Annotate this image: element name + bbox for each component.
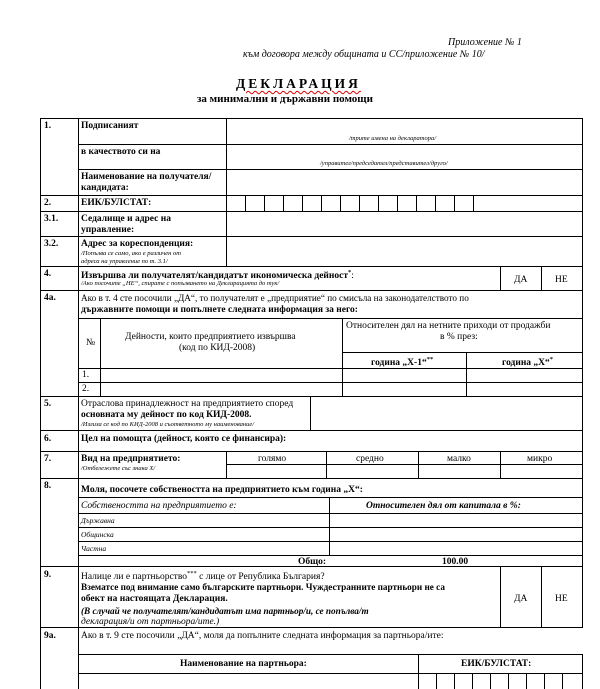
aid-purpose-label: Цел на помощта (дейност, която се финансира): xyxy=(81,434,287,444)
activity-no-option[interactable]: НЕ xyxy=(555,275,568,285)
eik-input-boxes[interactable] xyxy=(227,196,473,210)
recipient-field[interactable] xyxy=(228,171,580,193)
partner-info-intro: Ако в т. 9 сте посочили „ДА“, моля да попълните следната информация за партньора/ите: xyxy=(81,631,444,641)
ownership-total-value: 100.00 xyxy=(442,557,469,567)
partnership-note-line-2: обект на настоящата Декларация. xyxy=(81,594,228,604)
attachment-line-2: към договора между общината и СС/приложение № 10/ xyxy=(243,49,485,60)
partner-name-field[interactable] xyxy=(79,674,417,688)
section-4a-number: 4а. xyxy=(44,293,56,303)
type-large-option[interactable]: голямо xyxy=(258,454,287,464)
correspondence-hint-1: /Попълва се само, ако е различен от xyxy=(81,250,181,257)
type-micro-option[interactable]: микро xyxy=(527,454,553,464)
signatory-hint: /трите имена на декларатора/ xyxy=(349,135,437,142)
private-share-field[interactable] xyxy=(331,543,580,554)
section-7-number: 7. xyxy=(44,454,52,464)
ownership-state-row: Държавна xyxy=(81,516,115,525)
year-x-header: година „Х“* xyxy=(502,356,554,369)
enterprise-type-hint: /Отбележете със знака Х/ xyxy=(81,465,156,472)
correspondence-label: Адрес за кореспонденция: xyxy=(81,239,194,249)
municipal-share-field[interactable] xyxy=(331,529,580,540)
activity-row-1-field[interactable] xyxy=(101,369,341,381)
partnership-yes-option[interactable]: ДА xyxy=(514,594,528,604)
signatory-field[interactable] xyxy=(228,120,580,134)
activity-row-1-number: 1. xyxy=(82,370,90,380)
state-share-field[interactable] xyxy=(331,515,580,526)
sector-hint: /Излиза се код по КИД-2008 и съответното му наименование/ xyxy=(81,421,255,428)
ownership-intro: Моля, посочете собствеността на предприятието към година „Х“: xyxy=(81,485,363,495)
year-x-minus-1-header: година „Х-1“** xyxy=(371,356,434,369)
section-8-number: 8. xyxy=(44,481,52,491)
partner-name-header: Наименование на партньора: xyxy=(180,659,307,669)
sector-label-1: Отраслова принадлежност на предприятието според xyxy=(81,399,294,409)
section-9a-number: 9а. xyxy=(44,631,56,641)
partner-eik-header: ЕИК/БУЛСТАТ: xyxy=(461,659,532,669)
partnership-note-line-3: (В случай че получателят/кандидатът има партньор/и, се попълва/т xyxy=(81,606,369,616)
activity-row-2-number: 2. xyxy=(82,384,90,394)
recipient-label-1: Наименование на получателя/ xyxy=(81,172,212,182)
activity-header-1: Дейности, които предприятието извършва xyxy=(125,332,296,342)
enterprise-intro-line-1: Ако в т. 4 сте посочили „ДА“, то получателят е „предприятие“ по смисъла на законодателството по xyxy=(81,293,469,303)
type-small-option[interactable]: малко xyxy=(447,454,471,464)
economic-activity-hint: /Ако посочите „НЕ“, спирате с попълването на Декларацията до тук/ xyxy=(81,280,280,287)
section-5-number: 5. xyxy=(44,399,52,409)
sector-code-field[interactable] xyxy=(312,398,580,428)
eik-label: ЕИК/БУЛСТАТ: xyxy=(81,198,152,208)
document-title: ДЕКЛАРАЦИЯ xyxy=(236,76,361,91)
type-medium-option[interactable]: средно xyxy=(356,454,384,464)
ownership-total-label: Общо: xyxy=(298,557,327,567)
capacity-hint: /управител/председател/представител/друго/ xyxy=(320,160,448,167)
section-4-number: 4. xyxy=(44,269,52,279)
aid-purpose-field[interactable] xyxy=(340,432,580,449)
seat-label-1: Седалище и адрес на xyxy=(81,214,171,224)
revenue-share-header-2: в % през: xyxy=(440,332,478,342)
seat-label-2: управление: xyxy=(81,225,135,235)
enterprise-intro-line-2: държавните помощи и попълнете следната информация за него: xyxy=(81,305,358,315)
capital-share-column-header: Относителен дял от капитала в %: xyxy=(366,501,521,511)
partnership-note-line-1: Взематсе под внимание само българските партньори. Чуждестранните партньори не са xyxy=(81,582,445,592)
partnership-question: Налице ли е партньорство*** с лице от Република България? xyxy=(81,570,325,583)
activity-yes-option[interactable]: ДА xyxy=(514,275,528,285)
partner-eik-boxes[interactable] xyxy=(419,674,581,688)
section-9-number: 9. xyxy=(44,570,52,580)
document-subtitle: за минимални и държавни помощи xyxy=(197,93,373,105)
ownership-column-header: Собствеността на предприятието е: xyxy=(81,501,237,511)
section-2-number: 2. xyxy=(44,198,52,208)
activity-number-header: № xyxy=(86,338,96,348)
sector-label-2: основната му дейност по код КИД-2008. xyxy=(81,410,252,420)
partnership-no-option[interactable]: НЕ xyxy=(555,594,568,604)
section-3-1-number: 3.1. xyxy=(44,214,59,224)
attachment-line-1: Приложение № 1 xyxy=(448,37,522,48)
section-1-number: 1. xyxy=(44,121,52,131)
correspondence-address-field[interactable] xyxy=(228,238,580,264)
signatory-label: Подписаният xyxy=(81,121,139,131)
section-3-2-number: 3.2. xyxy=(44,239,59,249)
seat-address-field[interactable] xyxy=(228,213,580,234)
recipient-label-2: кандидата: xyxy=(81,183,129,193)
revenue-share-header-1: Относителен дял на нетните приходи от продажби xyxy=(346,321,551,331)
correspondence-hint-2: адреса на управление по т. 3.1/ xyxy=(81,258,168,265)
economic-activity-question: Извършва ли получателят/кандидатът икономическа дейност*: xyxy=(81,269,354,282)
enterprise-type-label: Вид на предприятието: xyxy=(81,454,181,464)
ownership-private-row: Частна xyxy=(81,544,107,553)
capacity-field[interactable] xyxy=(228,146,580,160)
ownership-municipal-row: Общинска xyxy=(81,530,114,539)
activity-row-2-field[interactable] xyxy=(101,383,341,395)
section-6-number: 6. xyxy=(44,434,52,444)
partnership-note-line-4: декларация/и от партньора/ите.) xyxy=(81,617,220,627)
activity-header-2: (код по КИД-2008) xyxy=(179,343,256,353)
capacity-label: в качеството си на xyxy=(81,147,161,157)
